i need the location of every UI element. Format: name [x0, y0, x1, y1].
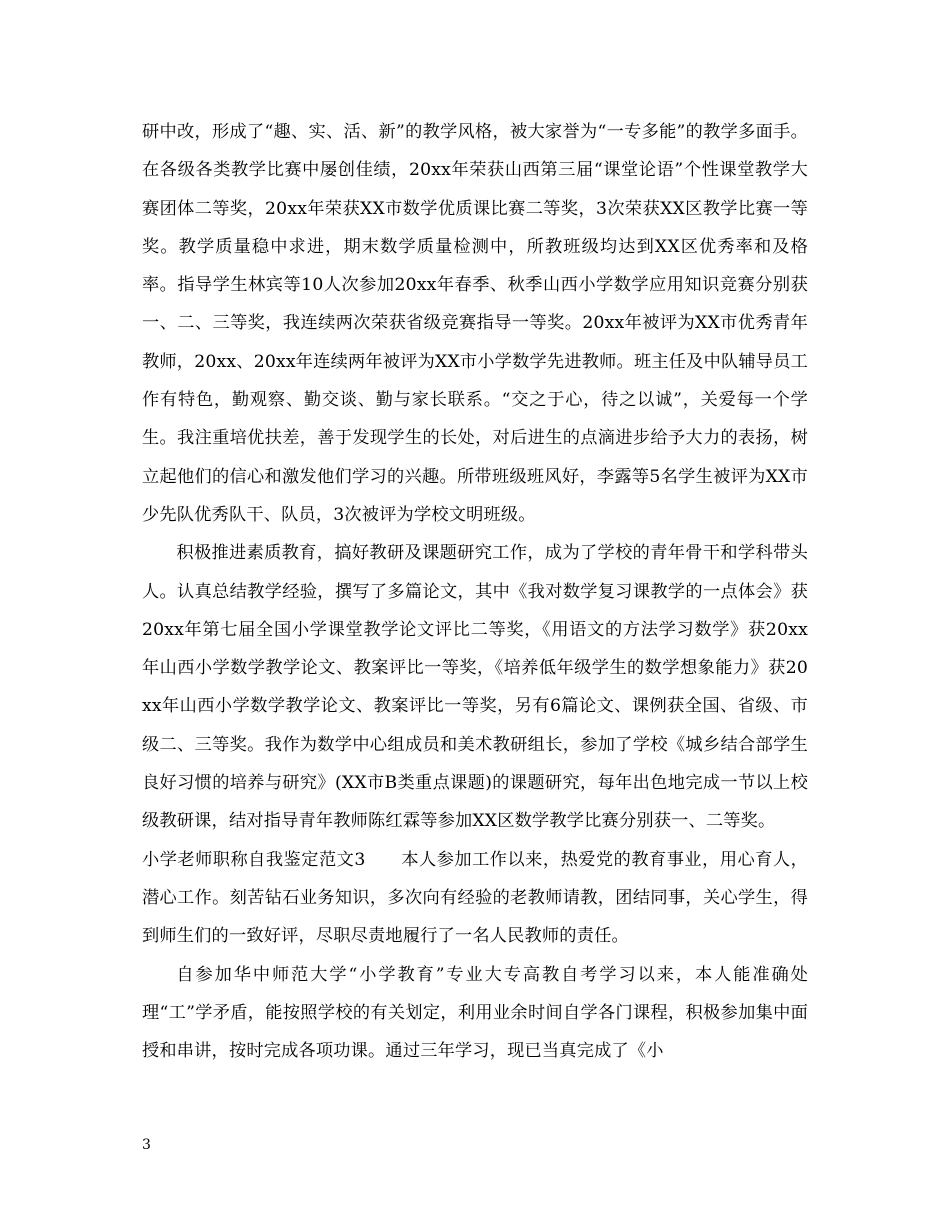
paragraph-2: 积极推进素质教育，搞好教研及课题研究工作，成为了学校的青年骨干和学科带头人。认真总结教学经验，撰写了多篇论文，其中《我对数学复习课教学的一点体会》获20xx年第七届全国小学课堂教学论文评比二等奖，《用语文的方法学习数学》获20xx年山西小学数学教学论文、教案评比一等奖，《培养低年级学生的数学想象能力》获20xx年山西小学数学教学论文、教案评比一等奖，另有6篇论文、课例获全国、省级、市级二、三等奖。我作为数学中心组成员和美术教研组长，参加了学校《城乡结合部学生良好习惯的培养与研究》(XX市B类重点课题)的课题研究，每年出色地完成一节以上校级教研课，结对指导青年教师陈红霖等参加XX区数学教学比赛分别获一、二等奖。	[142, 543, 808, 832]
section-text: 本人参加工作以来，热爱党的教育事业，用心育人，潜心工作。刻苦钻石业务知识，多次向有经验的老教师请教，团结同事，关心学生，得到师生们的一致好评，尽职尽责地履行了一名人民教师的责任。	[142, 849, 808, 947]
page-number: 3	[142, 1137, 151, 1153]
heading-gap	[365, 850, 401, 870]
section-heading: 小学老师职称自我鉴定范文3	[142, 849, 366, 870]
paragraph-closing: 自参加华中师范大学“小学教育”专业大专高教自考学习以来，本人能准确处理“工”学矛盾，能按照学校的有关划定，利用业余时间自学各门课程，积极参加集中面授和串讲，按时完成各项功课。通过三年学习，现已当真完成了《小	[142, 964, 808, 1062]
section-paragraph	[142, 841, 808, 956]
document-body	[142, 113, 808, 1070]
paragraph-1: 研中改，形成了“趣、实、活、新”的教学风格，被大家誉为“一专多能”的教学多面手。在各级各类教学比赛中屡创佳绩，20xx年荣获山西第三届“课堂论语”个性课堂教学大赛团体二等奖，20xx年荣获XX市数学优质课比赛二等奖，3次荣获XX区教学比赛一等奖。教学质量稳中求进，期末数学质量检测中，所教班级均达到XX区优秀率和及格率。指导学生林宾等10人次参加20xx年春季、秋季山西小学数学应用知识竞赛分别获一、二、三等奖，我连续两次荣获省级竞赛指导一等奖。20xx年被评为XX市优秀青年教师，20xx、20xx年连续两年被评为XX市小学数学先进教师。班主任及中队辅导员工作有特色，勤观察、勤交谈、勤与家长联系。“交之于心，待之以诚”，关爱每一个学生。我注重培优扶差，善于发现学生的长处，对后进生的点滴进步给予大力的表扬，树立起他们的信心和激发他们学习的兴趣。所带班级班风好，李露等5名学生被评为XX市少先队优秀队干、队员，3次被评为学校文明班级。	[142, 122, 808, 525]
